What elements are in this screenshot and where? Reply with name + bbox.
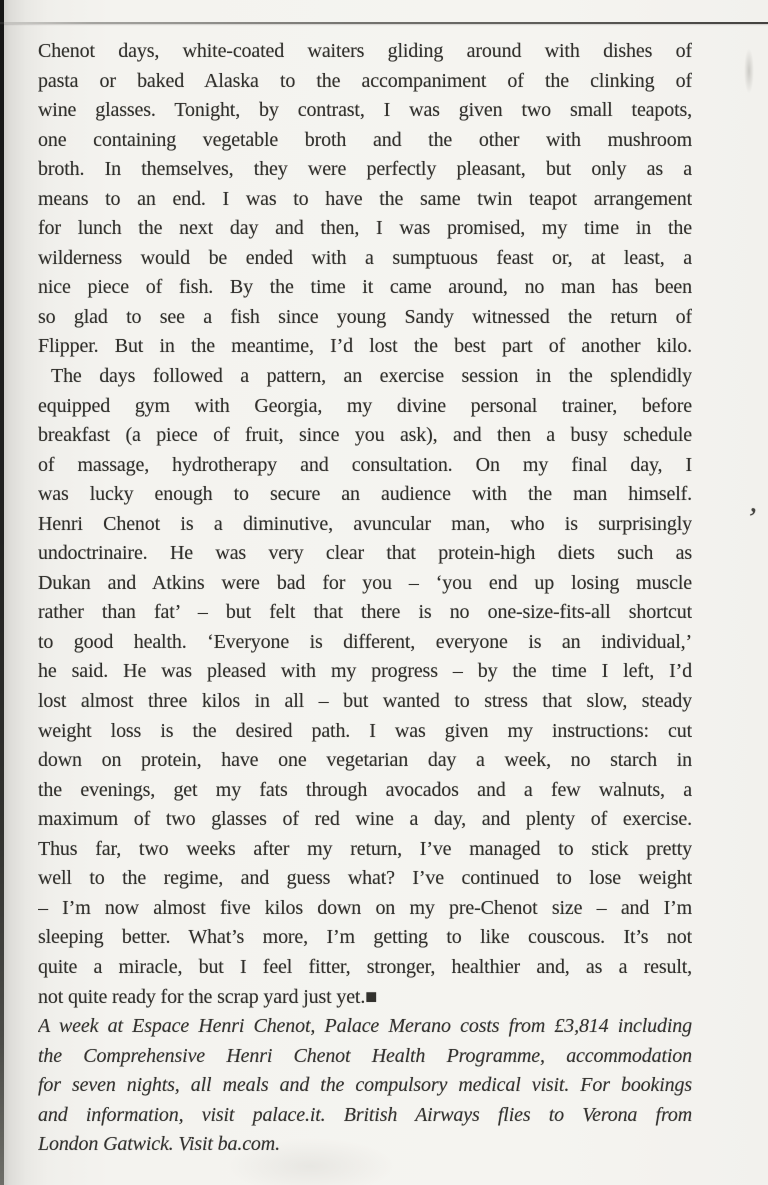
article-line: The days followed a pattern, an exercise session in the splendidly	[51, 365, 692, 388]
footnote-line: A week at Espace Henri Chenot, Palace Merano costs from £3,814 including	[38, 1015, 692, 1038]
footnote-line: and information, visit palace.it. British Airways flies to Verona from	[38, 1103, 692, 1126]
article-line: Chenot days, white-coated waiters gliding around with dishes of	[38, 40, 692, 62]
article-line: – I’m now almost five kilos down on my pre-Chenot size – and I’m	[38, 896, 692, 919]
article-line: wilderness would be ended with a sumptuous feast or, at least, a	[38, 246, 692, 269]
article-line: breakfast (a piece of fruit, since you ask), and then a busy schedule	[38, 424, 692, 447]
article-line: Henri Chenot is a diminutive, avuncular man, who is surprisingly	[38, 512, 692, 535]
article-line: he said. He was pleased with my progress – by the time I left, I’d	[38, 660, 692, 683]
article-line: lost almost three kilos in all – but wanted to stress that slow, steady	[38, 690, 692, 713]
article-line: for lunch the next day and then, I was promised, my time in the	[38, 217, 692, 240]
article-line: down on protein, have one vegetarian day a week, no starch in	[38, 749, 692, 772]
article-line: equipped gym with Georgia, my divine personal trainer, before	[38, 394, 692, 417]
article-line: to good health. ‘Everyone is different, everyone is an individual,’	[38, 630, 692, 653]
column-top-rule	[0, 22, 768, 24]
article-body	[38, 37, 692, 1160]
article-line: the evenings, get my fats through avocados and a few walnuts, a	[38, 778, 692, 801]
article-line: weight loss is the desired path. I was given my instructions: cut	[38, 719, 692, 742]
article-line: rather than fat’ – but felt that there is no one-size-fits-all shortcut	[38, 601, 692, 624]
article-line: Flipper. But in the meantime, I’d lost the best part of another kilo.	[38, 335, 692, 358]
article-line: broth. In themselves, they were perfectly pleasant, but only as a	[38, 158, 692, 181]
article-line: was lucky enough to secure an audience with the man himself.	[38, 483, 692, 506]
article-line: undoctrinaire. He was very clear that protein-high diets such as	[38, 542, 692, 565]
article-line: Thus far, two weeks after my return, I’ve managed to stick pretty	[38, 837, 692, 860]
article-line: so glad to see a fish since young Sandy witnessed the return of	[38, 305, 692, 328]
article-line: sleeping better. What’s more, I’m getting to like couscous. It’s not	[38, 926, 692, 949]
article-line: Dukan and Atkins were bad for you – ‘you end up losing muscle	[38, 571, 692, 594]
article-line: means to an end. I was to have the same twin teapot arrangement	[38, 187, 692, 210]
stray-print-mark: ’	[744, 501, 760, 536]
footnote-line: for seven nights, all meals and the compulsory medical visit. For bookings	[38, 1074, 692, 1097]
article-line: well to the regime, and guess what? I’ve continued to lose weight	[38, 867, 692, 890]
article-line: not quite ready for the scrap yard just yet.■	[38, 985, 378, 1008]
article-line: quite a miracle, but I feel fitter, stronger, healthier and, as a result,	[38, 955, 692, 978]
footnote-line: London Gatwick. Visit ba.com.	[38, 1133, 280, 1156]
article-line: one containing vegetable broth and the other with mushroom	[38, 128, 692, 151]
footnote-line: the Comprehensive Henri Chenot Health Programme, accommodation	[38, 1044, 692, 1067]
page-spine-edge	[0, 0, 4, 1185]
scan-smudge	[744, 48, 754, 94]
article-line: nice piece of fish. By the time it came around, no man has been	[38, 276, 692, 299]
article-line: of massage, hydrotherapy and consultation. On my final day, I	[38, 453, 692, 476]
article-line: pasta or baked Alaska to the accompaniment of the clinking of	[38, 69, 692, 92]
article-line: maximum of two glasses of red wine a day, and plenty of exercise.	[38, 808, 692, 831]
article-line: wine glasses. Tonight, by contrast, I was given two small teapots,	[38, 99, 692, 122]
